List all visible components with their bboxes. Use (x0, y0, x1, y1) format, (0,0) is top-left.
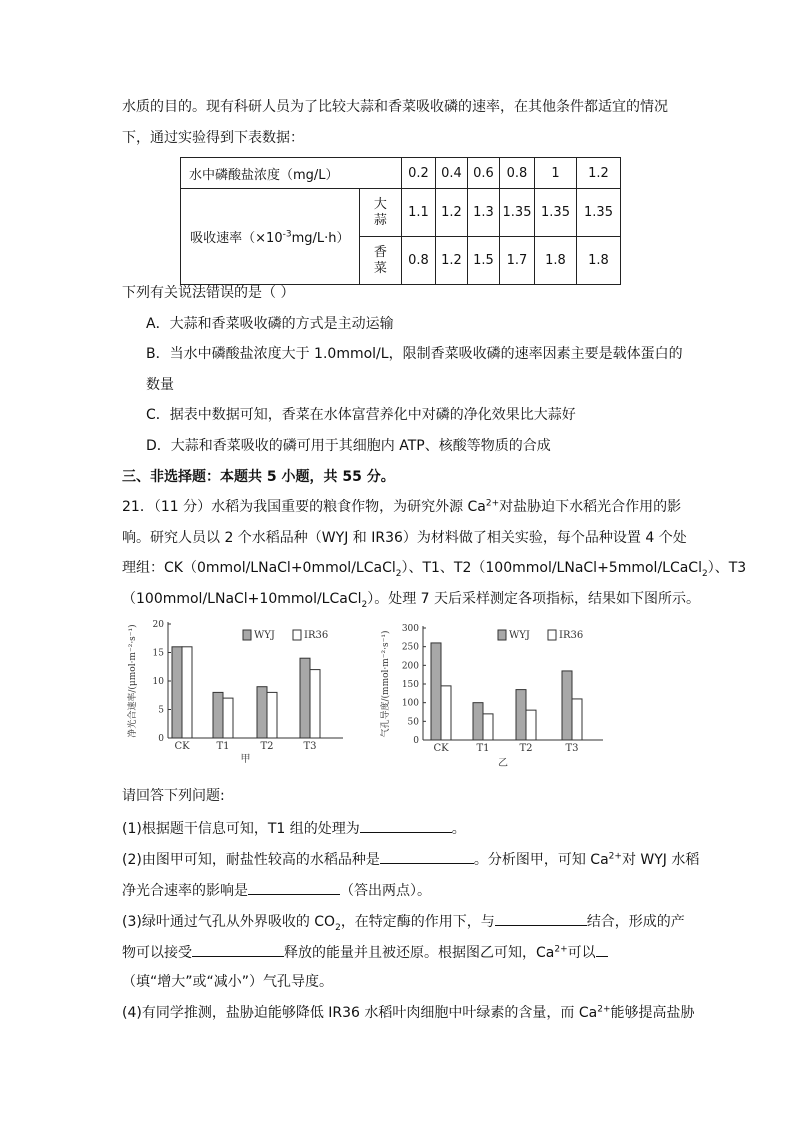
bar (516, 690, 526, 740)
sub-question-3-hint: （填“增大”或“减小”）气孔导度。 (122, 974, 334, 990)
sub-question-1: (1)根据题干信息可知，T1 组的处理为 。 (122, 817, 466, 839)
rate-label: 吸收速率$(\times 10^{-3}mg/L\cdot h)$ (181, 189, 360, 285)
y-tick-label: 0 (413, 736, 419, 746)
y-tick-label: 10 (152, 677, 164, 687)
sub-question-3-cont: 物可以接受 释放的能量并且被还原。根据图乙可知，$Ca^{2+}$可以 (122, 941, 608, 963)
x-tick-label: T1 (216, 741, 230, 752)
bar (483, 714, 493, 740)
question-stem: 下列有关说法错误的是（ ） (122, 285, 295, 301)
y-tick-label: 0 (158, 734, 164, 744)
garlic-cell: 1.1 (402, 189, 436, 237)
chart-caption: 甲 (240, 754, 251, 765)
cilantro-cell: 1.8 (535, 237, 577, 285)
sub-question-4: (4)有同学推测，盐胁迫能够降低 IR36 水稻叶肉细胞中叶绿素的含量，而 $Ca^{2+}$能够提高盐胁 (122, 1004, 695, 1021)
y-tick-label: 15 (152, 648, 164, 659)
cilantro-cell: 1.2 (436, 237, 468, 285)
answer-blank[interactable] (360, 817, 452, 833)
conc-cell: 1.2 (577, 158, 621, 189)
option-b-cont: 数量 (146, 377, 174, 393)
conc-cell: 0.2 (402, 158, 436, 189)
garlic-label: 大 蒜 (359, 189, 401, 237)
bar (431, 643, 441, 740)
bar (182, 647, 192, 738)
y-tick-label: 200 (401, 661, 419, 672)
bar (526, 710, 536, 740)
section-heading: 三、非选择题：本题共 5 小题，共 55 分。 (122, 469, 395, 485)
cilantro-label: 香 菜 (359, 237, 401, 285)
x-tick-label: CK (433, 743, 449, 754)
y-tick-label: 20 (152, 620, 164, 630)
legend-label: IR36 (304, 630, 329, 641)
bar (473, 703, 483, 740)
chart-caption: 乙 (498, 758, 508, 769)
q21-line-4: （100mmol/LNaCl+10mmol/LCaCl$_2$）。处理 7 天后采样测定各项指标，结果如下图所示。 (122, 591, 701, 610)
chart-stomatal-conductance (378, 618, 608, 773)
legend-label: WYJ (254, 630, 275, 641)
y-tick-label: 150 (401, 680, 419, 690)
cilantro-cell: 1.8 (577, 237, 621, 285)
chart-net-photosynthesis (125, 610, 350, 770)
legend-swatch (243, 630, 251, 640)
garlic-cell: 1.2 (436, 189, 468, 237)
y-tick-label: 5 (158, 705, 164, 716)
intro-line-2: 下，通过实验得到下表数据： (122, 130, 304, 146)
x-tick-label: T2 (519, 743, 533, 754)
conc-cell: 0.4 (436, 158, 468, 189)
cilantro-cell: 1.5 (468, 237, 500, 285)
bar (572, 699, 582, 740)
x-tick-label: CK (174, 741, 190, 752)
garlic-cell: 1.35 (500, 189, 535, 237)
x-tick-label: T2 (260, 741, 274, 752)
sub-question-2: (2)由图甲可知，耐盐性较高的水稻品种是 。分析图甲，可知 $Ca^{2+}$对 WYJ 水稻 (122, 848, 699, 870)
phosphate-uptake-table (180, 157, 621, 285)
y-tick-label: 50 (407, 717, 419, 728)
option-b: B．当水中磷酸盐浓度大于 1.0mmol/L，限制香菜吸收磷的速率因素主要是载体蛋白的 (146, 346, 683, 362)
garlic-cell: 1.35 (577, 189, 621, 237)
option-a: A．大蒜和香菜吸收磷的方式是主动运输 (146, 316, 394, 332)
garlic-cell: 1.35 (535, 189, 577, 237)
intro-line-1: 水质的目的。现有科研人员为了比较大蒜和香菜吸收磷的速率，在其他条件都适宜的情况 (122, 99, 668, 115)
answer-blank[interactable] (192, 941, 284, 957)
bar (441, 686, 451, 740)
legend-swatch (548, 630, 556, 640)
option-c: C．据表中数据可知，香菜在水体富营养化中对磷的净化效果比大蒜好 (146, 407, 576, 423)
x-tick-label: T3 (565, 743, 579, 754)
q21-line-1: 21．（11 分）水稻为我国重要的粮食作物，为研究外源 $Ca^{2+}$对盐胁迫下水稻光合作用的影 (122, 498, 682, 515)
y-axis-label: 气孔导度/(mmol·m⁻²·s⁻¹) (381, 630, 391, 738)
bar (257, 687, 267, 738)
answer-prompt: 请回答下列问题: (122, 788, 225, 804)
q21-line-3: 理组：CK（0mmol/LNaCl+0mmol/LCaCl$_2$）、T1、T2（100mmol/LNaCl+5mmol/LCaCl$_2$）、T3 (122, 560, 747, 579)
y-axis-label: 净光合速率/(μmol·m⁻²·s⁻¹) (128, 624, 138, 738)
legend-swatch (293, 630, 301, 640)
y-tick-label: 250 (401, 642, 419, 653)
sub-question-2-cont: 净光合速率的影响是 （答出两点）。 (122, 879, 431, 901)
answer-blank[interactable] (495, 910, 587, 926)
bar (172, 647, 182, 738)
y-tick-label: 300 (401, 624, 419, 634)
conc-cell: 0.6 (468, 158, 500, 189)
q21-line-2: 响。研究人员以 2 个水稻品种（WYJ 和 IR36）为材料做了相关实验，每个品种设置 4 个处 (122, 530, 687, 546)
sub-question-3: (3)绿叶通过气孔从外界吸收的 $CO_2$，在特定酶的作用下，与 结合，形成的产 (122, 910, 685, 932)
conc-cell: 0.8 (500, 158, 535, 189)
garlic-cell: 1.3 (468, 189, 500, 237)
bar (213, 692, 223, 738)
x-tick-label: T1 (476, 743, 490, 754)
conc-cell: 1 (535, 158, 577, 189)
y-tick-label: 100 (401, 698, 419, 709)
x-tick-label: T3 (303, 741, 317, 752)
legend-label: WYJ (509, 630, 530, 641)
answer-blank[interactable] (380, 848, 474, 864)
bar (562, 671, 572, 740)
cilantro-cell: 1.7 (500, 237, 535, 285)
conc-header: 水中磷酸盐浓度（mg/L） (181, 158, 402, 189)
legend-swatch (498, 630, 506, 640)
bar (310, 670, 320, 738)
answer-blank[interactable] (596, 941, 608, 957)
answer-blank[interactable] (248, 879, 340, 895)
option-d: D．大蒜和香菜吸收的磷可用于其细胞内 ATP、核酸等物质的合成 (146, 438, 551, 454)
bar (300, 658, 310, 738)
cilantro-cell: 0.8 (402, 237, 436, 285)
legend-label: IR36 (559, 630, 584, 641)
bar (223, 698, 233, 738)
bar (267, 692, 277, 738)
